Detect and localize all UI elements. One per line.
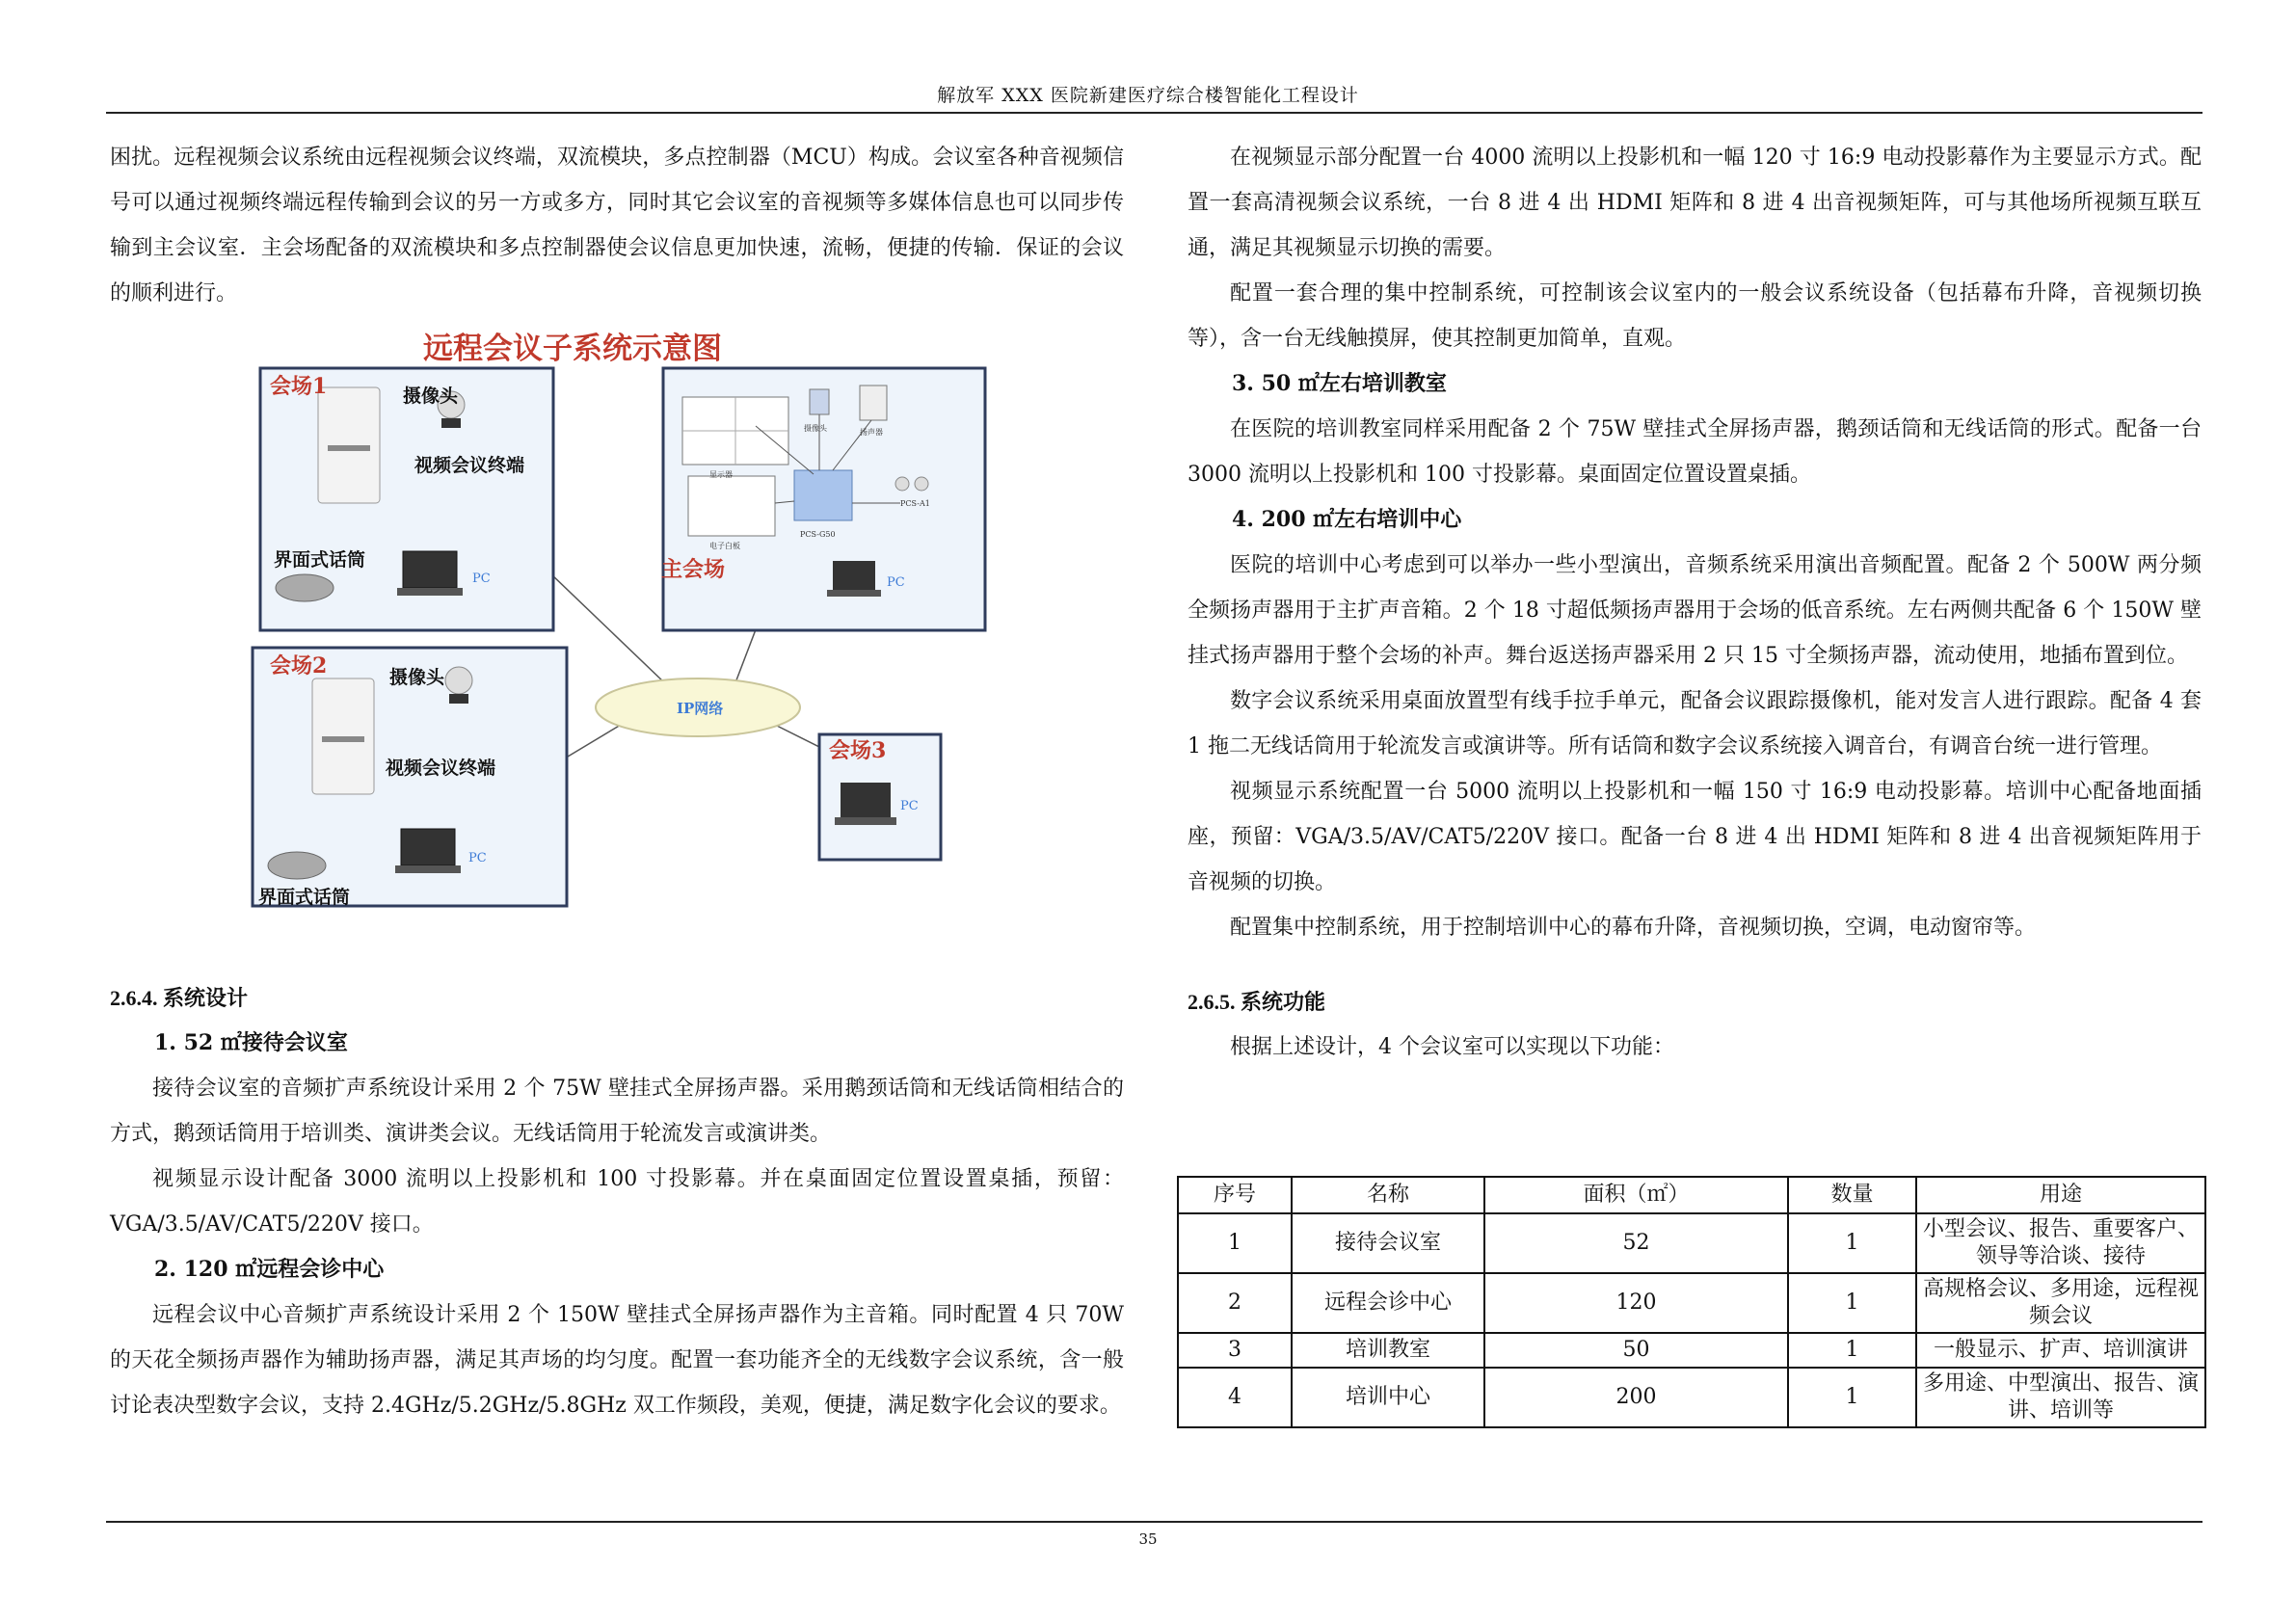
page-number: 35 [1138, 1530, 1158, 1548]
table-cell: 4 [1178, 1368, 1292, 1427]
venue3-pc-label: PC [900, 799, 919, 813]
table-cell: 小型会议、报告、重要客户、领导等洽谈、接待 [1916, 1213, 2205, 1273]
venue1-mic-graphic [276, 574, 334, 601]
table-cell: 1 [1788, 1273, 1916, 1333]
item1-heading: 1. 52 ㎡接待会议室 [154, 1030, 348, 1055]
table-cell: 培训中心 [1292, 1368, 1484, 1427]
venue2-mic-graphic [268, 852, 326, 879]
section-2-6-5-heading: 2.6.5. 系统功能 [1188, 990, 1326, 1014]
table-row [1178, 1273, 2205, 1333]
table-cell: 高规格会议、多用途，远程视频会议 [1916, 1273, 2205, 1333]
main-display-caption: 显示器 [709, 470, 733, 479]
table-cell: 200 [1484, 1368, 1788, 1427]
venue2-label: 会场2 [270, 653, 328, 678]
main-camera-graphic [810, 389, 829, 414]
table-header-cell: 序号 [1178, 1177, 1292, 1213]
table-row [1178, 1368, 2205, 1427]
main-camera-caption: 摄像头 [804, 424, 827, 433]
table-header-row [1178, 1177, 2205, 1213]
right-paragraph-2: 配置一套合理的集中控制系统，可控制该会议室内的一般会议系统设备（包括幕布升降，音视频切换等），含一台无线触摸屏，使其控制更加简单，直观。 [1188, 281, 2202, 351]
main-whiteboard-caption: 电子白板 [709, 542, 740, 550]
main-pc-graphic [833, 561, 875, 590]
diagram-graphics [235, 330, 1045, 927]
venue1-terminal-label: 视频会议终端 [414, 455, 525, 476]
main-speaker-caption: 扬声器 [860, 428, 883, 437]
table-cell: 1 [1788, 1333, 1916, 1368]
venue1-pc-label: PC [472, 572, 491, 586]
table-cell: 培训教室 [1292, 1333, 1484, 1368]
table-cell: 52 [1484, 1213, 1788, 1273]
footer-rule [106, 1521, 2203, 1523]
table-cell: 1 [1788, 1213, 1916, 1273]
venue2-camera-label: 摄像头 [389, 667, 445, 688]
venue1-label: 会场1 [270, 374, 328, 399]
item3-paragraph-1: 在医院的培训教室同样采用配备 2 个 75W 壁挂式全屏扬声器，鹅颈话筒和无线话筒的形式。配备一台 3000 流明以上投影机和 100 寸投影幕。桌面固定位置设置桌插。 [1188, 417, 2202, 487]
table-header-cell: 名称 [1292, 1177, 1484, 1213]
right-column [1188, 135, 2202, 1070]
item4-heading: 4. 200 ㎡左右培训中心 [1232, 507, 1462, 532]
table-row [1178, 1213, 2205, 1273]
remote-conference-diagram [235, 330, 1045, 927]
main-codec-graphic [794, 470, 852, 520]
table-cell: 2 [1178, 1273, 1292, 1333]
venue2-terminal-label: 视频会议终端 [386, 758, 496, 779]
main-speaker-graphic [860, 386, 887, 420]
venue2-pc-label: PC [468, 851, 487, 865]
table-intro: 根据上述设计，4 个会议室可以实现以下功能： [1230, 1035, 1674, 1059]
item4-paragraph-2: 数字会议系统采用桌面放置型有线手拉手单元，配备会议跟踪摄像机，能对发言人进行跟踪。配备 4 套 1 拖二无线话筒用于轮流发言或演讲等。所有话筒和数字会议系统接入调音台，有调音台统一进行管理。 [1188, 689, 2202, 758]
diagram-title: 远程会议子系统示意图 [423, 332, 722, 366]
venue3-pc-graphic [841, 783, 891, 817]
table-header-cell: 数量 [1788, 1177, 1916, 1213]
venue2-camera-graphic [445, 667, 472, 694]
table-cell: 一般显示、扩声、培训演讲 [1916, 1333, 2205, 1368]
header-rule [106, 112, 2203, 114]
table-header-cell: 面积（㎡） [1484, 1177, 1788, 1213]
item3-heading: 3. 50 ㎡左右培训教室 [1232, 371, 1447, 396]
venue2-mic-label: 界面式话筒 [258, 887, 351, 908]
table-cell: 3 [1178, 1333, 1292, 1368]
main-codec-label: PCS-G50 [800, 530, 836, 539]
page-header-title: 解放军 XXX 医院新建医疗综合楼智能化工程设计 [937, 85, 1359, 106]
table-cell: 1 [1788, 1368, 1916, 1427]
spacer [1188, 950, 2202, 979]
item4-paragraph-1: 医院的培训中心考虑到可以举办一些小型演出，音频系统采用演出音频配置。配备 2 个 500W 两分频全频扬声器用于主扩声音箱。2 个 18 寸超低频扬声器用于会场的低音系统。左右两侧共配备 6 个 150W 壁挂式扬声器用于整个会场的补声。舞台返送扬声器采用 2 只 15 寸全频扬声器，流动使用，地插布置到位。 [1188, 553, 2202, 668]
ip-network-label: IP网络 [677, 700, 724, 717]
venue1-mic-label: 界面式话筒 [274, 549, 366, 571]
table-cell: 接待会议室 [1292, 1213, 1484, 1273]
table-cell: 远程会诊中心 [1292, 1273, 1484, 1333]
item1-paragraph-1: 接待会议室的音频扩声系统设计采用 2 个 75W 壁挂式全屏扬声器。采用鹅颈话筒和无线话筒相结合的方式，鹅颈话筒用于培训类、演讲类会议。无线话筒用于轮流发言或演讲类。 [110, 1077, 1124, 1146]
main-pc-label: PC [887, 575, 905, 590]
venue1-camera-label: 摄像头 [403, 386, 459, 407]
main-mic-caption: PCS-A1 [900, 499, 930, 508]
venue3-label: 会场3 [829, 738, 887, 763]
function-table [1177, 1176, 2206, 1428]
venue1-pc-graphic [403, 551, 457, 588]
intro-paragraph: 困扰。远程视频会议系统由远程视频会议终端，双流模块，多点控制器（MCU）构成。会议室各种音视频信号可以通过视频终端远程传输到会议的另一方或多方，同时其它会议室的音视频等多媒体信息也可以同步传输到主会议室．主会场配备的双流模块和多点控制器使会议信息更加快速，流畅，便捷的传输．保证的会议的顺利进行。 [110, 146, 1124, 306]
item2-heading: 2. 120 ㎡远程会诊中心 [154, 1257, 385, 1282]
section-2-6-4-heading: 2.6.4. 系统设计 [110, 986, 249, 1010]
table-cell: 多用途、中型演出、报告、演讲、培训等 [1916, 1368, 2205, 1427]
item2-paragraph-1: 远程会议中心音频扩声系统设计采用 2 个 150W 壁挂式全屏扬声器作为主音箱。同时配置 4 只 70W 的天花全频扬声器作为辅助扬声器，满足其声场的均匀度。配置一套功能齐全的无线数字会议系统，含一般讨论表决型数字会议，支持 2.4GHz/5.2GHz/5.8GHz 双工作频段，美观，便捷，满足数字化会议的要求。 [110, 1303, 1124, 1418]
table-header-cell: 用途 [1916, 1177, 2205, 1213]
table-cell: 1 [1178, 1213, 1292, 1273]
table-cell: 50 [1484, 1333, 1788, 1368]
right-paragraph-1: 在视频显示部分配置一台 4000 流明以上投影机和一幅 120 寸 16:9 电动投影幕作为主要显示方式。配置一套高清视频会议系统，一台 8 进 4 出 HDMI 矩阵和 8 进 4 出音视频矩阵，可与其他场所视频互联互通，满足其视频显示切换的需要。 [1188, 146, 2202, 260]
item4-paragraph-4: 配置集中控制系统，用于控制培训中心的幕布升降，音视频切换，空调，电动窗帘等。 [1230, 916, 2037, 940]
item1-paragraph-2: 视频显示设计配备 3000 流明以上投影机和 100 寸投影幕。并在桌面固定位置设置桌插，预留：VGA/3.5/AV/CAT5/220V 接口。 [110, 1167, 1124, 1237]
left-column [110, 135, 1124, 1428]
main-venue-label: 主会场 [661, 557, 726, 582]
table-row [1178, 1333, 2205, 1368]
item4-paragraph-3: 视频显示系统配置一台 5000 流明以上投影机和一幅 150 寸 16:9 电动投影幕。培训中心配备地面插座，预留：VGA/3.5/AV/CAT5/220V 接口。配备一台 8 进 4 出 HDMI 矩阵和 8 进 4 出音视频矩阵用于音视频的切换。 [1188, 780, 2202, 894]
table-cell: 120 [1484, 1273, 1788, 1333]
venue2-pc-graphic [401, 829, 455, 865]
